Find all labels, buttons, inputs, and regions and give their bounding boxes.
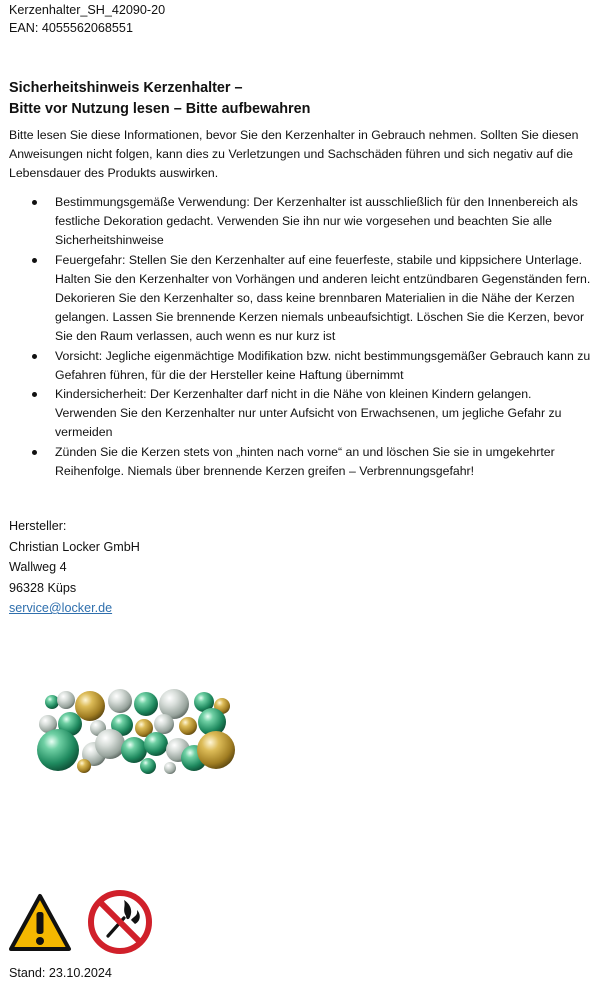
warning-triangle-icon [8, 893, 72, 953]
bullet-icon [32, 354, 37, 359]
list-item [0, 347, 600, 385]
bullet-icon [32, 392, 37, 397]
bullet-icon [32, 200, 37, 205]
list-item-text: Zünden Sie die Kerzen stets von „hinten nach vorne“ an und löschen Sie sie in umgekehrter Reihenfolge. Niemals über brennende Kerzen greifen – Verbrennungsgefahr! [55, 444, 555, 478]
bullet-icon [32, 258, 37, 263]
list-item [0, 193, 600, 251]
article-number: Kerzenhalter_SH_42090-20 [9, 3, 166, 17]
manufacturer-city: 96328 Küps [9, 580, 77, 595]
bullet-icon [32, 450, 37, 455]
intro-paragraph: Bitte lesen Sie diese Informationen, bevor Sie den Kerzenhalter in Gebrauch nehmen. Sollten Sie diesen Anweisungen nicht folgen, kann dies zu Verletzungen und Sachschäden führen und sich negativ auf die Lebensdauer des Produkts auswirken. [9, 128, 579, 180]
candle-holder-decoration-icon [36, 688, 236, 776]
ean-number: EAN: 4055562068551 [9, 21, 133, 35]
title-line-2: Bitte vor Nutzung lesen – Bitte aufbewahren [9, 101, 311, 117]
manufacturer-company: Christian Locker GmbH [9, 539, 140, 554]
list-item [0, 385, 600, 443]
manufacturer-street: Wallweg 4 [9, 560, 67, 574]
list-item-text: Kindersicherheit: Der Kerzenhalter darf nicht in die Nähe von kleinen Kindern gelangen. Verwenden Sie den Kerzenhalter nur unter Aufsicht von Erwachsenen, um jegliche Gefahr zu vermeiden [55, 387, 562, 440]
list-item-text: Feuergefahr: Stellen Sie den Kerzenhalter auf eine feuerfeste, stabile und kippsichere Unterlage. Halten Sie den Kerzenhalter von Vorhängen und anderen leicht entzündbaren Gegenständen fern. Dekorieren Sie den Kerzenhalter so, dass keine brennbaren Materialien in die Nähe der Kerzen gelangen. Lassen Sie brennende Kerzen niemals unbeaufsichtigt. Löschen Sie die Kerzen, bevor Sie den Raum verlassen, auch wenn es nur kurz ist [55, 252, 591, 344]
product-meta [9, 1, 589, 37]
manufacturer-block [9, 516, 309, 619]
manufacturer-email-link[interactable]: service@locker.de [9, 601, 113, 615]
list-item-text: Vorsicht: Jegliche eigenmächtige Modifikation bzw. nicht bestimmungsgemäßer Gebrauch kann zu Gefahren führen, für die der Hersteller keine Haftung übernimmt [55, 348, 591, 382]
list-item [0, 443, 600, 481]
list-item-text: Bestimmungsgemäße Verwendung: Der Kerzenhalter ist ausschließlich für den Innenbereich als festliche Dekoration gedacht. Verwenden Sie ihn nur wie vorgesehen und beachten Sie alle Sicherheitshinweise [55, 195, 578, 248]
no-open-flame-icon [88, 890, 152, 954]
list-item [0, 251, 600, 347]
manufacturer-label: Hersteller: [9, 519, 67, 533]
safety-list [0, 193, 600, 481]
page-title [9, 78, 594, 120]
title-line-1: Sicherheitshinweis Kerzenhalter – [9, 80, 243, 96]
revision-date: Stand: 23.10.2024 [9, 966, 112, 980]
